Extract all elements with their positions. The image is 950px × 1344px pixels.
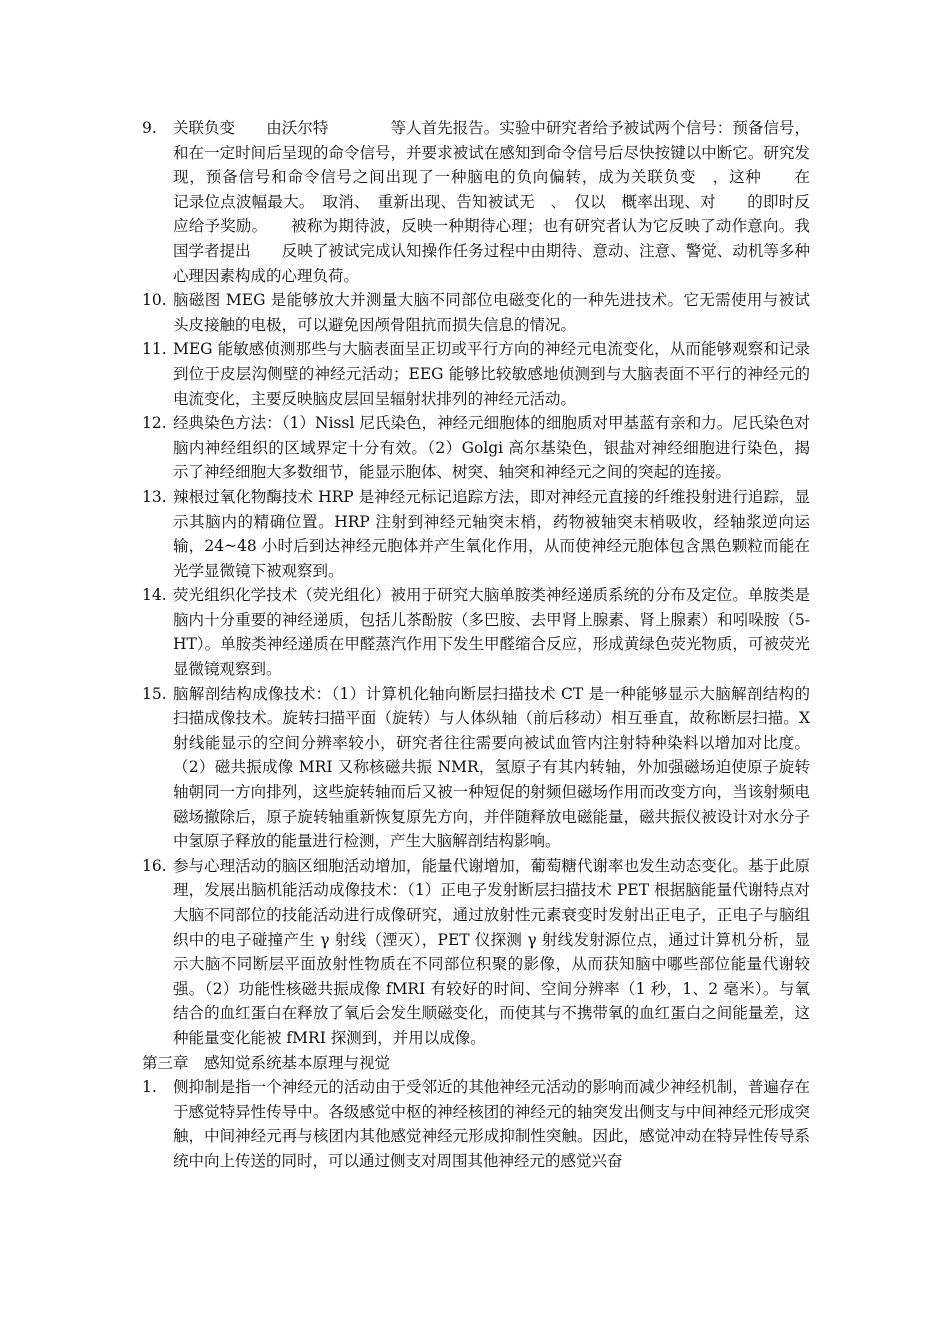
list-item [142,337,810,411]
item-number: 1. [142,1078,157,1097]
item-number: 11. [142,340,167,359]
item-text: 辣根过氧化物酶技术 HRP 是神经元标记追踪方法，即对神经元直接的纤维投射进行追踪，显示其脑内的精确位置。HRP 注射到神经元轴突末梢，药物被轴突末梢吸收，经轴浆逆向运输，24~48 小时后到达神经元胞体并产生氧化作用，从而使神经元胞体包含黑色颗粒而能在光学显微镜下被观察到。 [173,487,810,580]
document-body [142,116,842,1174]
item-number: 9. [142,119,157,137]
item-text: 参与心理活动的脑区细胞活动增加，能量代谢增加，葡萄糖代谢率也发生动态变化。基于此原理，发展出脑机能活动成像技术：（1）正电子发射断层扫描技术 PET 根据脑能量代谢特点对大脑不同部位的技能活动进行成像研究，通过放射性元素衰变时发射出正电子，正电子与脑组织中的电子碰撞产生 γ 射线（湮灭），PET 仪探测 γ 射线发射源位点，通过计算机分析，显示大脑不同断层平面放射性物质在不同部位积聚的影像，从而获知脑中哪些部位能量代谢较强。（2）功能性核磁共振成像 fMRI 有较好的时间、空间分辨率（1 秒，1、2 毫米）。与氧结合的血红蛋白在释放了氧后会发生顺磁变化，而使其与不携带氧的血红蛋白之间能量差，这种能量变化能被 fMRI 探测到，并用以成像。 [173,856,810,1047]
list-item [142,682,810,854]
item-text: 侧抑制是指一个神经元的活动由于受邻近的其他神经元活动的影响而减少神经机制，普遍存在于感觉特异性传导中。各级感觉中枢的神经核团的神经元的轴突发出侧支与中间神经元形成突触，中间神经元再与核团内其他感觉神经元形成抑制性突触。因此，感觉冲动在特异性传导系统中向上传送的同时，可以通过侧支对周围其他神经元的感觉兴奋 [173,1078,810,1170]
list-item [142,411,810,485]
list-item [142,288,810,337]
item-number: 14. [142,586,167,605]
item-number: 12. [142,414,167,433]
item-text: 关联负变 由沃尔特 等人首先报告。实验中研究者给予被试两个信号：预备信号，和在一定时间后呈现的命令信号，并要求被试在感知到命令信号后尽快按键以中断它。研究发现，预备信号和命令信号之间出现了一种脑电的负向偏转，成为关联负变 ，这种 在 记录位点波幅最大。 取消、 重新出现、告知被试无 、 仅以 概率出现、对 的即时反应给予奖励。 被称为期待波，反映一种期待心理；也有研究者认为它反映了动作意向。我国学者提出 反映了被试完成认知操作任务过程中由期待、意动、注意、警觉、动机等多种心理因素构成的心理负荷。 [173,119,842,285]
item-number: 13. [142,487,167,506]
list-item [142,854,810,1051]
list-item [142,1075,810,1173]
item-text: 脑磁图 MEG 是能够放大并测量大脑不同部位电磁变化的一种先进技术。它无需使用与被试头皮接触的电极，可以避免因颅骨阻抗而损失信息的情况。 [173,291,810,334]
item-text: 经典染色方法：（1）Nissl 尼氏染色，神经元细胞体的细胞质对甲基蓝有亲和力。尼氏染色对脑内神经组织的区域界定十分有效。（2）Golgi 高尔基染色，银盐对神经细胞进行染色，揭示了神经细胞大多数细节，能显示胞体、树突、轴突和神经元之间的突起的连接。 [173,414,810,482]
item-text: 脑解剖结构成像技术：（1）计算机化轴向断层扫描技术 CT 是一种能够显示大脑解剖结构的扫描成像技术。旋转扫描平面（旋转）与人体纵轴（前后移动）相互垂直，故称断层扫描。X 射线能显示的空间分辨率较小，研究者往往需要向被试血管内注射特种染料以增加对比度。（2）磁共振成像 MRI 又称核磁共振 NMR，氢原子有其内转轴，外加强磁场迫使原子旋转轴朝同一方向排列，这些旋转轴而后又被一种短促的射频但磁场作用而改变方向，当该射频电磁场撤除后，原子旋转轴重新恢复原先方向，并伴随释放电磁能量，磁共振仪被设计对水分子中氢原子释放的能量进行检测，产生大脑解剖结构影响。 [173,684,810,851]
list-item [142,116,842,288]
chapter-heading: 第三章 感知觉系统基本原理与视觉 [142,1053,391,1072]
item-number: 10. [142,291,167,310]
item-text: 荧光组织化学技术（荧光组化）被用于研究大脑单胺类神经递质系统的分布及定位。单胺类是脑内十分重要的神经递质，包括儿茶酚胺（多巴胺、去甲肾上腺素、肾上腺素）和吲哚胺（5-HT）。单胺类神经递质在甲醛蒸汽作用下发生甲醛缩合反应，形成黄绿色荧光物质，可被荧光显微镜观察到。 [173,586,810,679]
item-text: MEG 能敏感侦测那些与大脑表面呈正切或平行方向的神经元电流变化，从而能够观察和记录到位于皮层沟侧壁的神经元活动；EEG 能够比较敏感地侦测到与大脑表面不平行的神经元的电流变化，主要反映脑皮层回呈辐射状排列的神经元活动。 [173,340,810,408]
list-item [142,485,810,583]
item-number: 16. [142,856,167,875]
list-item [142,583,810,681]
item-number: 15. [142,684,167,703]
